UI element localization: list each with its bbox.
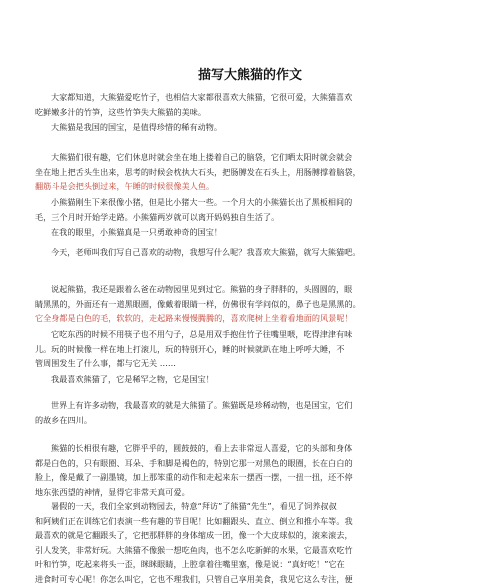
paragraph-line: 在我的眼里，小熊猫真是一只勇敢神奇的国宝！ [51, 227, 223, 237]
paragraph-line: 的故乡在四川。 [35, 414, 93, 425]
paragraph-line: 叶和竹笋，吃起来将头一歪，眯眯眼睛，上腔拿着往嘴里塞，像是说：“真好吃！”它在 [35, 559, 345, 570]
paragraph-line: 和阿姨们正在训练它们表演一些有趣的节目呢！比如翻跟头、直立、倒立和推小车等。我 [35, 515, 353, 526]
paragraph-line: 吃鲜嫩多汁的竹笋，这些竹笋失大熊猫的美味。 [35, 106, 207, 117]
paragraph-line: 它全身都是白色的毛，软软的，走起路来慢慢腾腾的，喜欢爬树上坐着看地面的风景呢！ [35, 313, 353, 324]
paragraph-line: 大熊猫是我国的国宝，是值得珍惜的稀有动物。 [51, 122, 223, 132]
paragraph-line: 毛，三个月时开始学走路。小熊猫两岁就可以离开妈妈独自生活了。 [35, 211, 280, 222]
paragraph [35, 90, 467, 119]
paragraph [35, 225, 467, 240]
paragraph-line: 翻筋斗是会把头倒过来，午睡的时候很像美人鱼。 [35, 181, 215, 192]
paragraph-line: 最喜欢的就是它翻跟头了，它把那胖胖的身体缩成一团，像一个大皮球似的，滚来滚去， [35, 530, 353, 541]
paragraph-line: 管周围发生了什么事，都与它无关 …… [35, 358, 177, 369]
paragraph-line: 大熊猫们很有趣，它们休息时就会坐在地上搂着自己的脑袋，它们晒太阳时就会就会 [51, 152, 353, 162]
paragraph-line: 儿。玩的时候像一样在地上打滚儿，玩的特别开心，睡的时候就趴在地上呼呼大睡，不 [35, 343, 345, 354]
document-title: 描写大熊猫的作文 [197, 68, 302, 83]
paragraph-line: 我最喜欢熊猫了，它是稀罕之物，它是国宝！ [51, 374, 214, 384]
paragraph [35, 120, 467, 135]
paragraph-line: 暑假的一天，我们全家到动物园去，特意“拜访”了熊猫“先生”，看见了饲养叔叔 [51, 501, 337, 511]
paragraph [35, 282, 467, 326]
paragraph-line: 地东张西望的神情，显得它非常天真可爱。 [35, 486, 190, 497]
paragraph-line: 进食时可专心呢！你怎么叫它，它也不理我们，只管自己享用美食，我见它这么专注，便 [35, 573, 353, 584]
paragraph [35, 195, 467, 224]
paragraph-line: 它吃东西的时候不用筷子也不用勺子，总是用双手抱住竹子往嘴里喂，吃得津津有味 [51, 329, 353, 339]
paragraph [35, 499, 467, 587]
paragraph-line: 引人发笑，非常好玩。大熊猫不像猴一想吃鱼肉，也不怎么吃新鲜的水果，它最喜欢吃竹 [35, 544, 353, 555]
paragraph [35, 372, 467, 387]
paragraph [35, 327, 467, 371]
paragraph-line: 世界上有许多动物，我最喜欢的就是大熊猫了。熊猫既是珍稀动物，也是国宝，它们 [51, 400, 353, 410]
paragraph [35, 150, 467, 194]
paragraph-line: 今天，老师叫我们写自己喜欢的动物，我想写什么呢？我喜欢大熊猫，就写大熊猫吧。 [51, 247, 361, 257]
paragraph [35, 441, 467, 499]
paragraph-line: 坐在地上把舌头生出来，思考的时候会枕执大石头，把肠膊发在石头上，用肠膊撑着脑袋， [35, 166, 361, 177]
paragraph-line: 脸上，像是戴了一副墨镜，加上那笨重的动作和走起来东一摆西一摆，一扭一扭，还不停 [35, 472, 353, 483]
paragraph-line: 熊猫的长相很有趣，它胖乎乎的，圆鼓鼓的，看上去非常逗人喜爱，它的头部和身体 [51, 443, 353, 453]
paragraph [35, 245, 467, 260]
paragraph-line: 小熊猫刚生下来很像小猪，但是比小猪大一些。一个月大的小熊猫长出了黑板相间的 [51, 197, 353, 207]
paragraph [35, 398, 467, 427]
paragraph-line: 都是白色的，只有眼圈、耳朵、手和脚是褐色的，特别它那一对黑色的眼圈，长在白白的 [35, 457, 353, 468]
paragraph-line: 大家都知道，大熊猫爱吃竹子，也相信大家都很喜欢大熊猫，它很可爱，大熊猫喜欢 [51, 92, 353, 102]
paragraph-line: 说起熊猫，我还是跟着么爸在动物园里见到过它。熊猫的身子胖胖的，头圆圆的，眼 [51, 284, 353, 294]
paragraph-line: 睛黑黑的，外面还有一道黑眼圈，像戴着眼睛一样，仿佛很有学问似的，鼻子也是黑黑的。 [35, 298, 361, 309]
